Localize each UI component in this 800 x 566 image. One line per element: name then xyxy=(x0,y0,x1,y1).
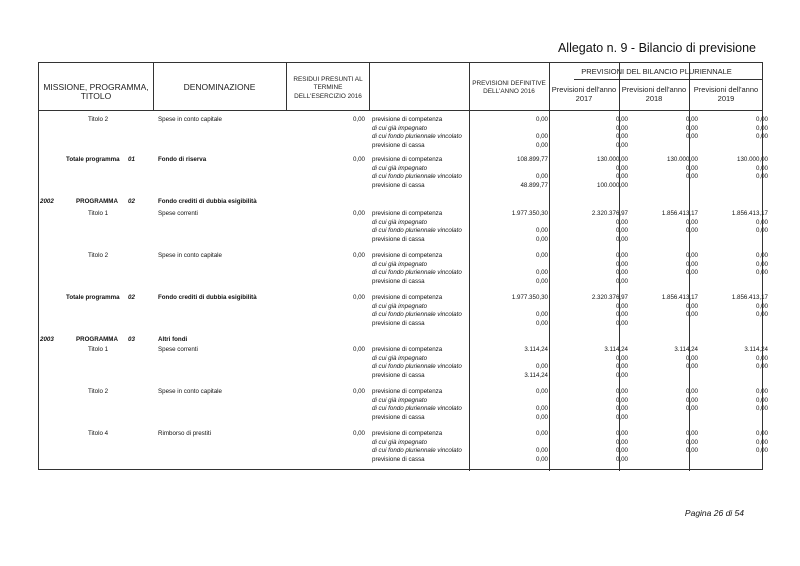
program-denominazione: Fondo crediti di dubbia esigibilità xyxy=(158,198,257,205)
row-type-label: previsione di cassa xyxy=(372,455,425,463)
header-denominazione: DENOMINAZIONE xyxy=(183,82,256,92)
header-2018: Previsioni dell'anno 2018 xyxy=(621,85,687,103)
amount-cell: 0,00 xyxy=(615,405,628,412)
amount-cell: 0,00 xyxy=(615,141,628,149)
amount-cell: 0,00 xyxy=(615,218,628,226)
amount-cell: 0,00 xyxy=(755,438,768,446)
amount-cell: 0,00 xyxy=(615,116,628,123)
header-2019: Previsioni dell'anno 2019 xyxy=(693,85,759,103)
residui-value: 0,00 xyxy=(352,346,365,353)
amount-cell: 0,00 xyxy=(615,447,628,454)
amount-cell: 1.856.413,17 xyxy=(661,294,698,301)
program-code: 2003 xyxy=(40,336,54,343)
total-denominazione: Fondo crediti di dubbia esigibilità xyxy=(158,294,257,301)
row-type-label: di cui già impegnato xyxy=(372,354,428,362)
row-type-label: di cui già impegnato xyxy=(372,260,428,268)
row-type-label: previsione di competenza xyxy=(372,116,443,123)
amount-cell: 0,00 xyxy=(615,354,628,362)
amount-cell: 0,00 xyxy=(615,371,628,379)
amount-cell: 0,00 xyxy=(535,141,548,149)
amount-cell: 130.000,00 xyxy=(597,156,628,163)
amount-cell: 1.856.413,17 xyxy=(731,210,768,217)
row-type-label: di cui già impegnato xyxy=(372,164,428,172)
titolo-denominazione: Spese in conto capitale xyxy=(158,388,222,395)
titolo-label: Titolo 2 xyxy=(88,116,109,123)
amount-cell: 0,00 xyxy=(615,164,628,172)
row-type-label: di cui fondo pluriennale vincolato xyxy=(372,173,462,180)
amount-cell: 0,00 xyxy=(685,227,698,234)
amount-cell: 0,00 xyxy=(685,269,698,276)
residui-value: 0,00 xyxy=(352,388,365,395)
titolo-label: Titolo 2 xyxy=(88,388,109,395)
amount-cell: 0,00 xyxy=(615,227,628,234)
amount-cell: 0,00 xyxy=(615,124,628,132)
titolo-denominazione: Rimborso di prestiti xyxy=(158,430,211,437)
total-label: Totale programma xyxy=(66,156,120,163)
amount-cell: 0,00 xyxy=(535,116,548,123)
titolo-label: Titolo 2 xyxy=(88,252,109,259)
amount-cell: 0,00 xyxy=(535,447,548,454)
residui-value: 0,00 xyxy=(352,156,365,163)
amount-cell: 0,00 xyxy=(685,124,698,132)
col-divider xyxy=(549,63,550,471)
document-title: Allegato n. 9 - Bilancio di previsione xyxy=(557,41,756,55)
amount-cell: 0,00 xyxy=(685,302,698,310)
titolo-denominazione: Spese in conto capitale xyxy=(158,116,222,123)
amount-cell: 0,00 xyxy=(535,311,548,318)
header-divider xyxy=(39,110,762,111)
amount-cell: 0,00 xyxy=(685,363,698,370)
col-divider xyxy=(469,63,470,471)
row-type-label: previsione di cassa xyxy=(372,181,425,189)
amount-cell: 130.000,00 xyxy=(667,156,698,163)
amount-cell: 0,00 xyxy=(755,430,768,437)
amount-cell: 0,00 xyxy=(685,396,698,404)
amount-cell: 0,00 xyxy=(755,133,768,140)
amount-cell: 0,00 xyxy=(615,252,628,259)
amount-cell: 0,00 xyxy=(615,455,628,463)
amount-cell: 0,00 xyxy=(755,269,768,276)
amount-cell: 0,00 xyxy=(685,405,698,412)
row-type-label: previsione di cassa xyxy=(372,235,425,243)
amount-cell: 0,00 xyxy=(615,430,628,437)
row-type-label: di cui fondo pluriennale vincolato xyxy=(372,363,462,370)
amount-cell: 0,00 xyxy=(685,218,698,226)
amount-cell: 0,00 xyxy=(535,405,548,412)
titolo-label: Titolo 1 xyxy=(88,346,109,353)
row-type-label: previsione di competenza xyxy=(372,156,443,163)
row-type-label: previsione di cassa xyxy=(372,319,425,327)
row-type-label: di cui fondo pluriennale vincolato xyxy=(372,405,462,412)
titolo-label: Titolo 4 xyxy=(88,430,109,437)
row-type-label: di cui già impegnato xyxy=(372,124,428,132)
row-type-label: di cui già impegnato xyxy=(372,218,428,226)
amount-cell: 0,00 xyxy=(755,218,768,226)
titolo-denominazione: Spese correnti xyxy=(158,210,198,217)
row-type-label: di cui fondo pluriennale vincolato xyxy=(372,447,462,454)
amount-cell: 0,00 xyxy=(685,388,698,395)
amount-cell: 0,00 xyxy=(755,260,768,268)
amount-cell: 1.977.350,30 xyxy=(511,294,548,301)
amount-cell: 0,00 xyxy=(615,413,628,421)
row-type-label: previsione di cassa xyxy=(372,277,425,285)
amount-cell: 0,00 xyxy=(685,252,698,259)
program-number: 03 xyxy=(128,336,135,343)
amount-cell: 3.114,24 xyxy=(524,346,548,353)
amount-cell: 0,00 xyxy=(535,388,548,395)
amount-cell: 0,00 xyxy=(755,354,768,362)
row-type-label: di cui fondo pluriennale vincolato xyxy=(372,311,462,318)
amount-cell: 0,00 xyxy=(755,311,768,318)
program-label: PROGRAMMA xyxy=(76,198,118,205)
row-type-label: di cui fondo pluriennale vincolato xyxy=(372,269,462,276)
amount-cell: 0,00 xyxy=(685,260,698,268)
amount-cell: 0,00 xyxy=(755,405,768,412)
amount-cell: 0,00 xyxy=(535,363,548,370)
amount-cell: 3.114,24 xyxy=(744,346,768,353)
row-type-label: di cui già impegnato xyxy=(372,438,428,446)
amount-cell: 0,00 xyxy=(535,455,548,463)
amount-cell: 0,00 xyxy=(535,319,548,327)
amount-cell: 48.899,77 xyxy=(520,181,548,189)
row-type-label: previsione di competenza xyxy=(372,346,443,353)
amount-cell: 0,00 xyxy=(615,438,628,446)
amount-cell: 0,00 xyxy=(755,116,768,123)
amount-cell: 3.114,24 xyxy=(604,346,628,353)
amount-cell: 0,00 xyxy=(535,252,548,259)
amount-cell: 0,00 xyxy=(755,252,768,259)
row-type-label: previsione di competenza xyxy=(372,388,443,395)
program-denominazione: Altri fondi xyxy=(158,336,188,343)
row-type-label: previsione di competenza xyxy=(372,210,443,217)
amount-cell: 0,00 xyxy=(535,173,548,180)
amount-cell: 0,00 xyxy=(755,227,768,234)
amount-cell: 0,00 xyxy=(755,447,768,454)
total-number: 02 xyxy=(128,294,135,301)
amount-cell: 0,00 xyxy=(755,388,768,395)
amount-cell: 0,00 xyxy=(535,269,548,276)
col-divider xyxy=(286,63,287,110)
residui-value: 0,00 xyxy=(352,210,365,217)
amount-cell: 0,00 xyxy=(615,302,628,310)
amount-cell: 1.856.413,17 xyxy=(731,294,768,301)
amount-cell: 130.000,00 xyxy=(737,156,768,163)
amount-cell: 0,00 xyxy=(615,363,628,370)
row-type-label: di cui fondo pluriennale vincolato xyxy=(372,227,462,234)
row-type-label: previsione di competenza xyxy=(372,430,443,437)
header-2017: Previsioni dell'anno 2017 xyxy=(551,85,617,103)
amount-cell: 0,00 xyxy=(615,269,628,276)
amount-cell: 0,00 xyxy=(615,396,628,404)
amount-cell: 0,00 xyxy=(685,311,698,318)
amount-cell: 3.114,24 xyxy=(674,346,698,353)
amount-cell: 0,00 xyxy=(535,277,548,285)
total-label: Totale programma xyxy=(66,294,120,301)
row-type-label: di cui già impegnato xyxy=(372,302,428,310)
header-residui: RESIDUI PRESUNTI AL TERMINE DELL'ESERCIZIO 2016 xyxy=(293,76,363,100)
amount-cell: 0,00 xyxy=(755,164,768,172)
row-type-label: previsione di cassa xyxy=(372,413,425,421)
titolo-label: Titolo 1 xyxy=(88,210,109,217)
amount-cell: 100.000,00 xyxy=(597,181,628,189)
row-type-label: previsione di competenza xyxy=(372,294,443,301)
amount-cell: 0,00 xyxy=(755,396,768,404)
amount-cell: 0,00 xyxy=(535,430,548,437)
amount-cell: 1.856.413,17 xyxy=(661,210,698,217)
amount-cell: 0,00 xyxy=(535,235,548,243)
program-code: 2002 xyxy=(40,198,54,205)
amount-cell: 0,00 xyxy=(685,430,698,437)
row-type-label: previsione di cassa xyxy=(372,371,425,379)
row-type-label: previsione di cassa xyxy=(372,141,425,149)
amount-cell: 0,00 xyxy=(615,319,628,327)
amount-cell: 0,00 xyxy=(615,133,628,140)
titolo-denominazione: Spese in conto capitale xyxy=(158,252,222,259)
total-denominazione: Fondo di riserva xyxy=(158,156,207,163)
program-label: PROGRAMMA xyxy=(76,336,118,343)
col-divider xyxy=(369,63,370,110)
row-type-label: di cui fondo pluriennale vincolato xyxy=(372,133,462,140)
amount-cell: 0,00 xyxy=(755,173,768,180)
amount-cell: 0,00 xyxy=(685,133,698,140)
amount-cell: 0,00 xyxy=(615,260,628,268)
amount-cell: 0,00 xyxy=(755,302,768,310)
residui-value: 0,00 xyxy=(352,294,365,301)
amount-cell: 0,00 xyxy=(615,235,628,243)
residui-value: 0,00 xyxy=(352,252,365,259)
header-divider-pluriennale xyxy=(574,79,762,80)
program-number: 02 xyxy=(128,198,135,205)
row-type-label: di cui già impegnato xyxy=(372,396,428,404)
titolo-denominazione: Spese correnti xyxy=(158,346,198,353)
amount-cell: 0,00 xyxy=(755,124,768,132)
amount-cell: 0,00 xyxy=(755,363,768,370)
amount-cell: 0,00 xyxy=(685,354,698,362)
amount-cell: 1.977.350,30 xyxy=(511,210,548,217)
amount-cell: 0,00 xyxy=(685,173,698,180)
amount-cell: 0,00 xyxy=(615,388,628,395)
header-pluriennale: PREVISIONI DEL BILANCIO PLURIENNALE xyxy=(581,67,732,76)
residui-value: 0,00 xyxy=(352,116,365,123)
amount-cell: 0,00 xyxy=(685,164,698,172)
page-number: Pagina 26 di 54 xyxy=(684,508,744,518)
amount-cell: 0,00 xyxy=(535,227,548,234)
header-missione: MISSIONE, PROGRAMMA, TITOLO xyxy=(43,82,149,101)
amount-cell: 0,00 xyxy=(685,438,698,446)
amount-cell: 0,00 xyxy=(685,447,698,454)
amount-cell: 0,00 xyxy=(535,413,548,421)
amount-cell: 108.899,77 xyxy=(517,156,548,163)
amount-cell: 0,00 xyxy=(615,173,628,180)
header-previsioni-definitive: PREVISIONI DEFINITIVE DELL'ANNO 2016 xyxy=(472,80,546,96)
amount-cell: 0,00 xyxy=(615,311,628,318)
amount-cell: 3.114,24 xyxy=(524,371,548,379)
amount-cell: 2.320.376,97 xyxy=(591,294,628,301)
amount-cell: 2.320.376,97 xyxy=(591,210,628,217)
amount-cell: 0,00 xyxy=(615,277,628,285)
residui-value: 0,00 xyxy=(352,430,365,437)
row-type-label: previsione di competenza xyxy=(372,252,443,259)
amount-cell: 0,00 xyxy=(535,133,548,140)
amount-cell: 0,00 xyxy=(685,116,698,123)
total-number: 01 xyxy=(128,156,135,163)
